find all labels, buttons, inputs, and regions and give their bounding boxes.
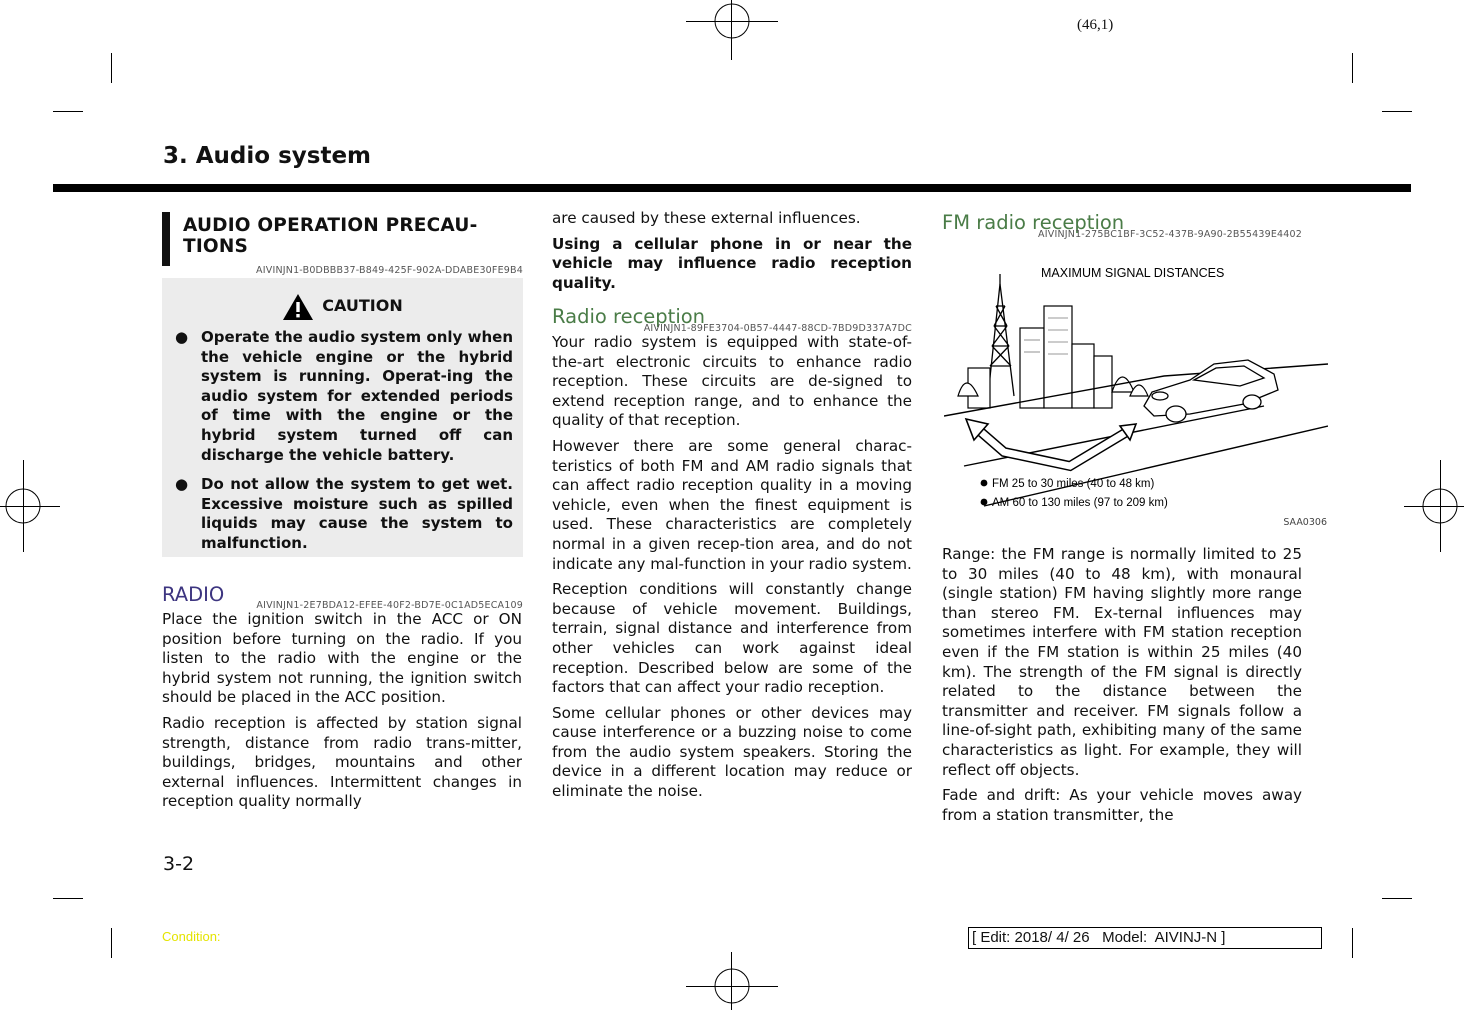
paragraph: Your radio system is equipped with state-of-the-art electronic circuits to enhance radio reception. These circuits are de-signed to extend reception range, and to enhance the quality of that reception. xyxy=(552,333,912,430)
figure-fm-range: FM 25 to 30 miles (40 to 48 km) xyxy=(992,478,1155,490)
header-rule xyxy=(53,184,1411,192)
warning-icon xyxy=(282,293,314,321)
paragraph: Fade and drift: As your vehicle moves away from a station transmitter, the xyxy=(942,786,1302,824)
signal-distance-illustration xyxy=(944,256,1328,531)
signal-distance-figure xyxy=(944,256,1328,531)
section-title-line2: TIONS xyxy=(183,236,249,257)
bold-note: Using a cellular phone in or near the vehicle may influence radio reception quality. xyxy=(552,234,912,292)
paragraph: are caused by these external influences. xyxy=(552,209,861,227)
radio-heading: RADIO xyxy=(162,583,225,606)
radio-reception-heading: Radio reception xyxy=(552,305,706,328)
chapter-title: 3. Audio system xyxy=(163,143,372,169)
section-title xyxy=(162,212,524,266)
figure-code: SAA0306 xyxy=(1283,517,1327,528)
page-reference: (46,1) xyxy=(1077,17,1114,33)
paragraph: Range: the FM range is normally limited to 25 to 30 miles (40 to 48 km), with monaural (single station) FM having slightly more range than stereo FM. Ex-ternal influences may sometimes interfere with FM station reception even if the FM station is within 25 miles (40 km). The strength of the FM signal is directly related to the distance between the transmitter and receiver. FM signals follow a line-of-sight path, exhibiting many of the same characteristics as light. For example, they will reflect off objects. xyxy=(942,545,1302,779)
car-icon xyxy=(1144,360,1278,422)
middle-body xyxy=(552,333,912,808)
caution-list xyxy=(172,328,513,554)
section-id: AIVINJN1-B0DBBB37-B849-425F-902A-DDABE30FE9B4 xyxy=(256,265,523,276)
buildings-icon xyxy=(968,306,1112,408)
paragraph: Some cellular phones or other devices may cause interference or a buzzing noise to come from the audio system speakers. Storing the device in a different location may reduce or eliminate the noise. xyxy=(552,703,912,801)
condition-label: Condition: xyxy=(162,929,221,944)
paragraph: Radio reception is affected by station signal strength, distance from radio trans-mitter, buildings, bridges, mountains and other external influences. Intermittent changes in reception quality normally xyxy=(162,713,522,811)
edit-info: [ Edit: 2018/ 4/ 26 Model: AIVINJ-N ] xyxy=(968,927,1322,949)
radio-tower-icon xyxy=(988,274,1014,396)
caution-header xyxy=(172,292,513,320)
caution-box xyxy=(162,278,523,557)
figure-title: MAXIMUM SIGNAL DISTANCES xyxy=(1041,266,1225,280)
figure-am-range: AM 60 to 130 miles (97 to 209 km) xyxy=(992,497,1168,509)
right-body xyxy=(942,545,1302,831)
caution-item: ● Do not allow the system to get wet. Excessive moisture such as spilled liquids may cause the system to malfunction. xyxy=(175,475,513,552)
fm-reception-id: AIVINJN1-275BC1BF-3C52-437B-9A90-2B55439E4402 xyxy=(1038,229,1302,240)
section-title-line1: AUDIO OPERATION PRECAU- xyxy=(183,215,478,236)
paragraph: However there are some general charac-teristics of both FM and AM radio signals that can affect radio reception quality in a moving vehicle, even when the finest equipment is used. These characteristics are completely normal in a given recep-tion area, and do not indicate any mal-function in your radio system. xyxy=(552,436,912,573)
caution-item: ● Operate the audio system only when the vehicle engine or the hybrid system is running. Operat-ing the audio system for extended periods of time with the engine or the hybrid system turned off can discharge the vehicle battery. xyxy=(175,328,513,464)
left-body xyxy=(162,610,522,818)
page-number: 3-2 xyxy=(163,853,195,875)
middle-top xyxy=(552,209,912,299)
fm-reception-heading: FM radio reception xyxy=(942,211,1125,234)
paragraph: Reception conditions will constantly change because of vehicle movement. Buildings, terrain, signal distance and interference from other vehicles can work against ideal reception. Described below are some of the factors that can affect your radio reception. xyxy=(552,580,912,697)
radio-reception-id: AIVINJN1-89FE3704-0B57-4447-88CD-7BD9D337A7DC xyxy=(643,323,912,334)
paragraph: Place the ignition switch in the ACC or ON position before turning on the radio. If you listen to the radio with the engine or the hybrid system not running, the ignition switch should be placed in the ACC position. xyxy=(162,610,522,707)
signal-arrow-icon xyxy=(966,419,1136,466)
radio-id: AIVINJN1-2E7BDA12-EFEE-40F2-BD7E-0C1AD5ECA109 xyxy=(256,600,523,611)
caution-label: CAUTION xyxy=(322,296,403,315)
